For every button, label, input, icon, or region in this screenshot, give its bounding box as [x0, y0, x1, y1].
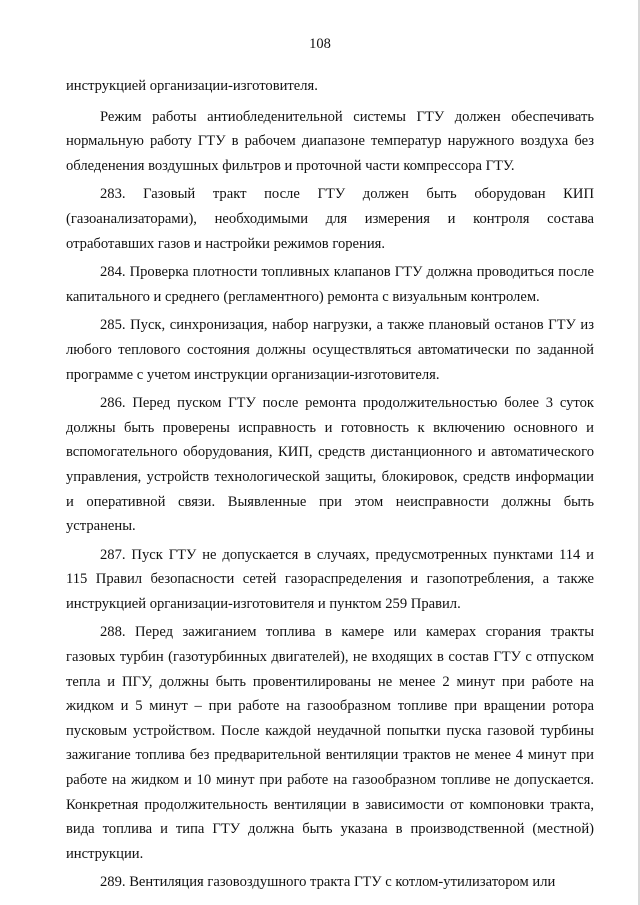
- paragraph-284: 284. Проверка плотности топливных клапанов ГТУ должна проводиться после капитального и среднего (регламентного) ремонта с визуальным контролем.: [66, 264, 594, 305]
- paragraph-285: 285. Пуск, синхронизация, набор нагрузки, а также плановый останов ГТУ из любого теплового состояния должны осуществляться автоматически по заданной программе с учетом инструкции организации-изготовителя.: [66, 317, 594, 383]
- document-body: [66, 74, 594, 899]
- paragraph-286: 286. Перед пуском ГТУ после ремонта продолжительностью более 3 суток должны быть проверены исправность и готовность к включению основного и вспомогательного оборудования, КИП, средств дистанционного и автоматического управления, устройств технологической защиты, блокировок, средств информации и оперативной связи. Выявленные при этом неисправности должны быть устранены.: [66, 395, 594, 535]
- paragraph-anti-icing: Режим работы антиобледенительной системы ГТУ должен обеспечивать нормальную работу ГТУ в рабочем диапазоне температур наружного воздуха без обледенения воздушных фильтров и проточной части компрессора ГТУ.: [66, 108, 594, 174]
- paragraph-288: 288. Перед зажиганием топлива в камере или камерах сгорания тракты газовых турбин (газотурбинных двигателей), не входящих в состав ГТУ с отпуском тепла и ПГУ, должны быть провентилированы не менее 2 минут при работе на жидком и 5 минут – при работе на газообразном топливе при вращении ротора пусковым устройством. После каждой неудачной попытки пуска газовой турбины зажигание топлива без предварительной вентиляции трактов не менее 4 минут при работе на жидком и 10 минут при работе на газообразном топливе не допускается. Конкретная продолжительность вентиляции в зависимости от компоновки тракта, вида топлива и типа ГТУ должна быть указана в производственной (местной) инструкции.: [66, 624, 594, 862]
- paragraph-287: 287. Пуск ГТУ не допускается в случаях, предусмотренных пунктами 114 и 115 Правил безопасности сетей газораспределения и газопотребления, а также инструкцией организации-изготовителя и пунктом 259 Правил.: [66, 546, 594, 612]
- page-number: 108: [309, 36, 331, 52]
- paragraph-289: 289. Вентиляция газовоздушного тракта ГТУ с котлом-утилизатором или: [100, 874, 556, 891]
- paragraph-continuation: инструкцией организации-изготовителя.: [66, 78, 318, 94]
- paragraph-283: 283. Газовый тракт после ГТУ должен быть оборудован КИП (газоанализаторами), необходимыми для измерения и контроля состава отработавших газов и настройки режимов горения.: [66, 186, 594, 252]
